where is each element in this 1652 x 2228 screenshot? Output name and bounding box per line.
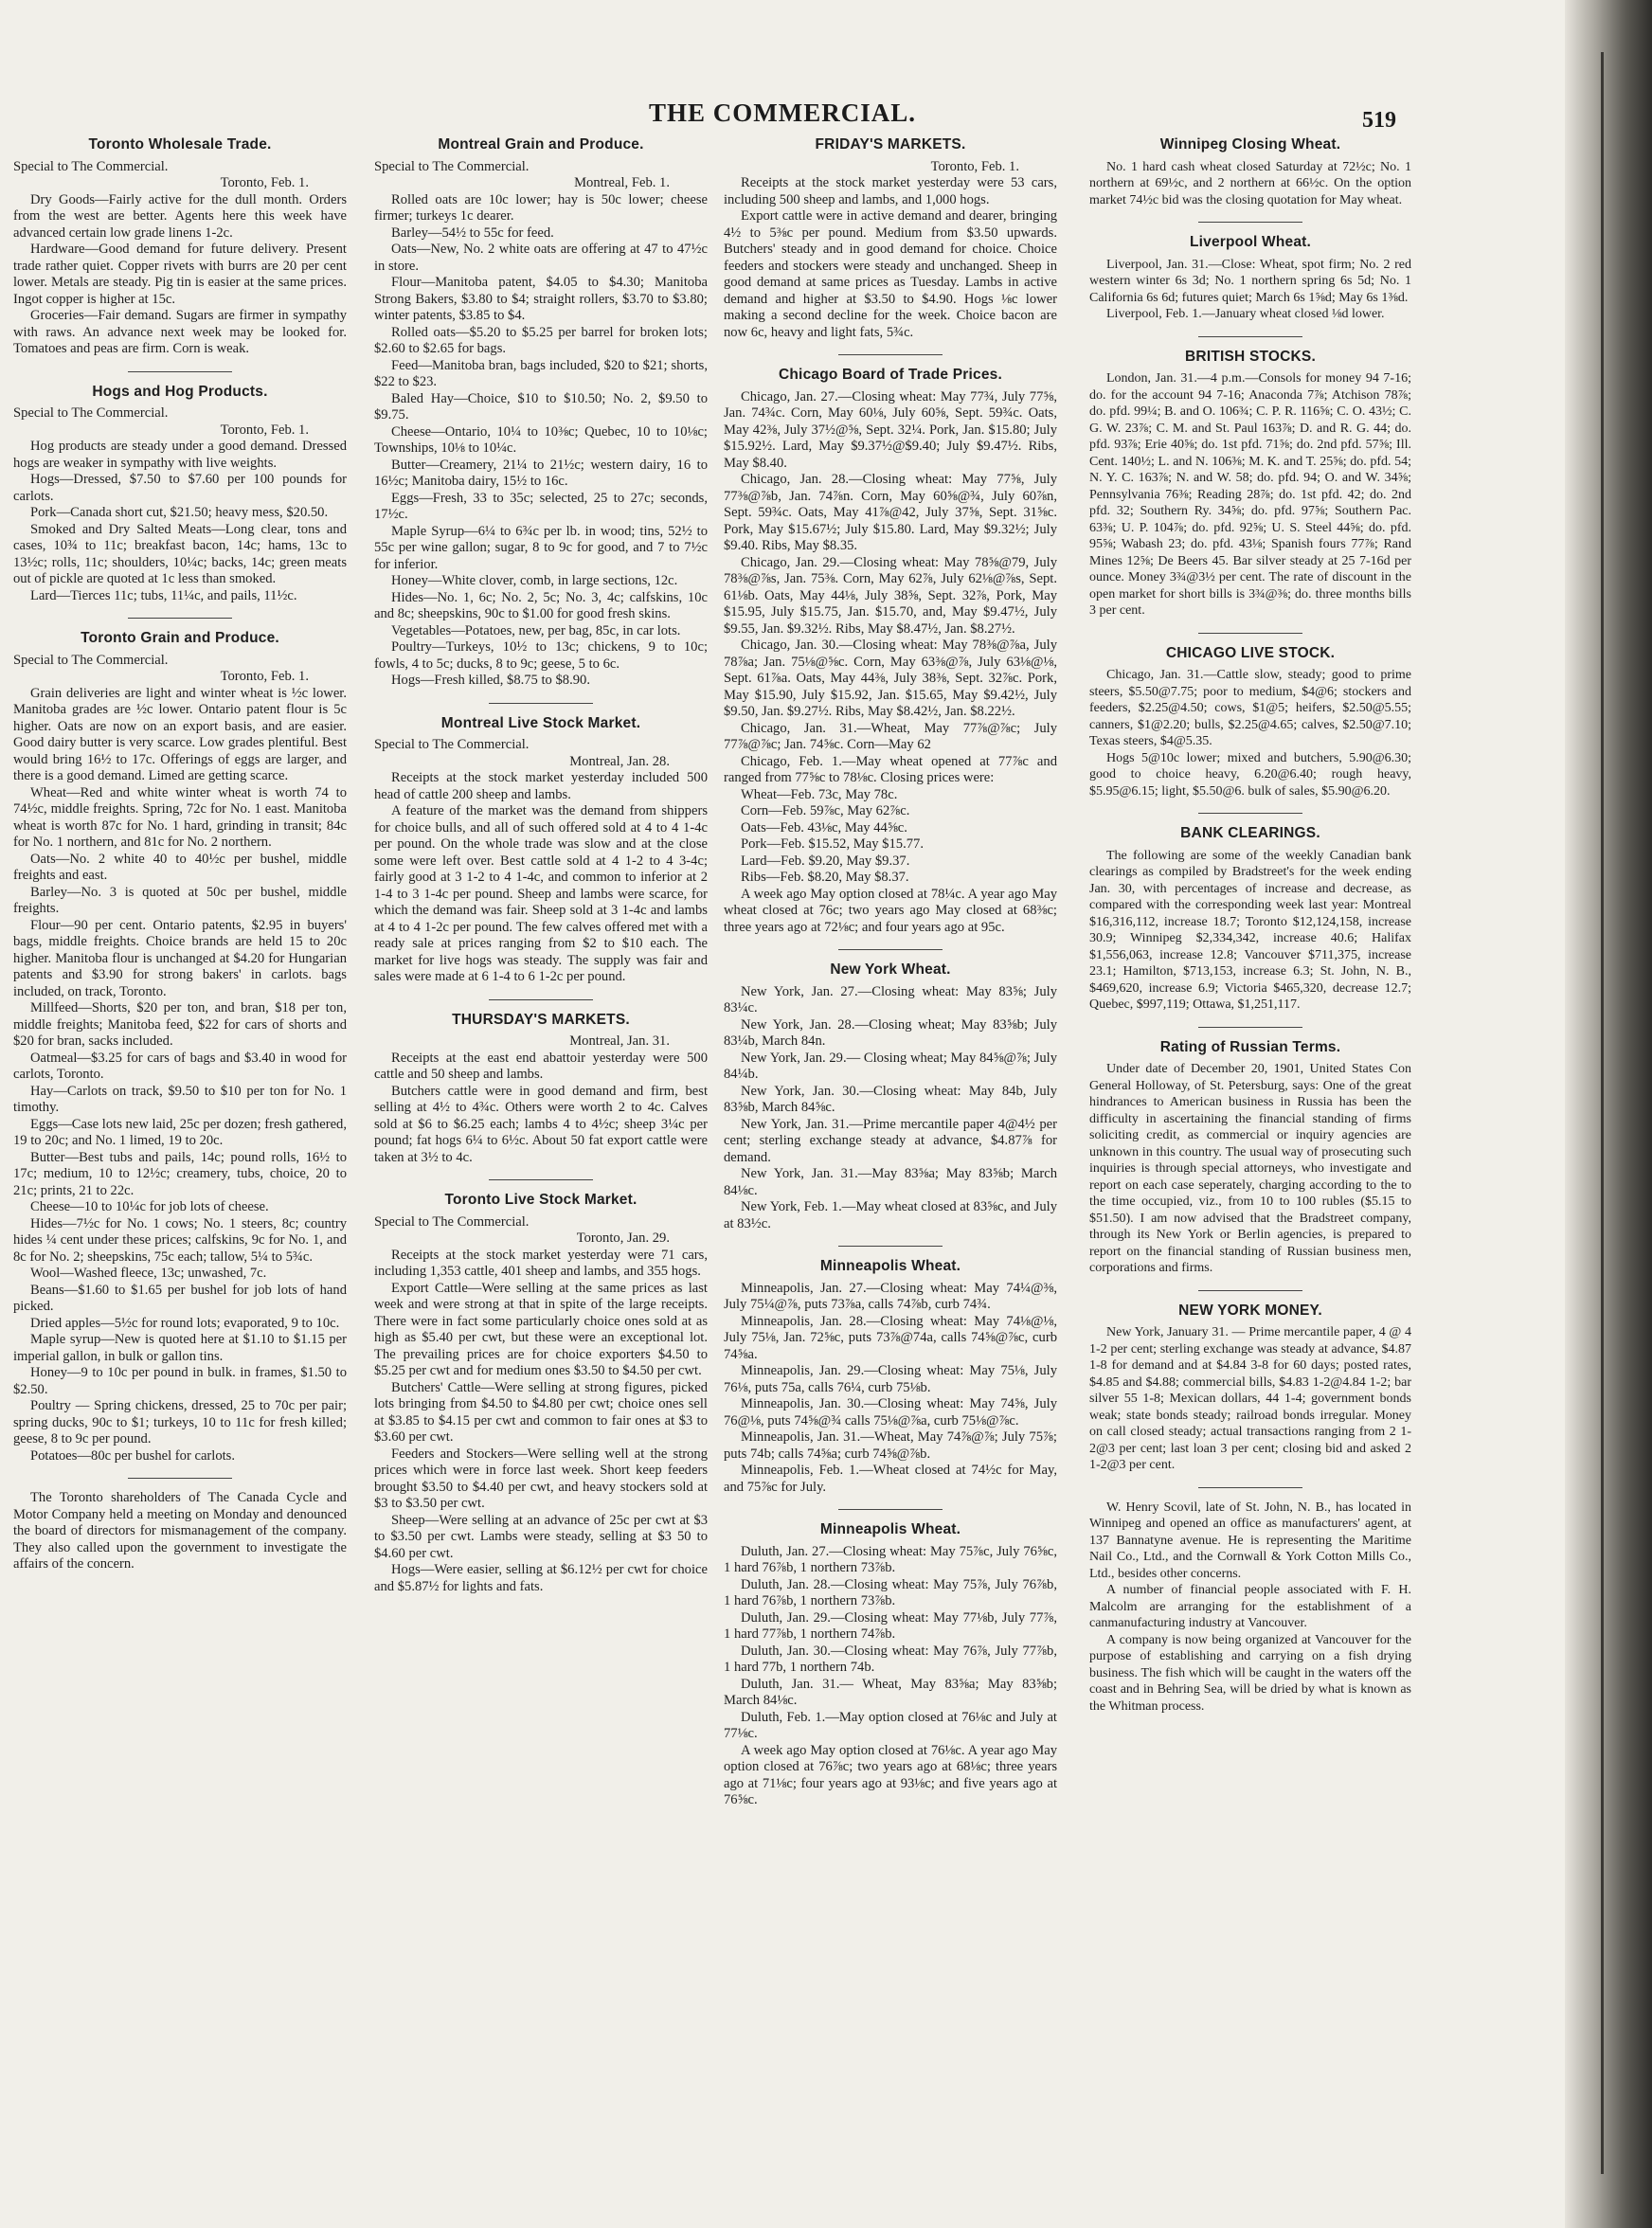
article-paragraph: Hay—Carlots on track, $9.50 to $10 per ton for No. 1 timothy. — [13, 1083, 347, 1115]
article-paragraph: Chicago, Jan. 31.—Wheat, May 77⅞@⅞c; July 77⅞@⅞c; Jan. 74⅝c. Corn—May 62 — [724, 720, 1057, 752]
article-heading: Rating of Russian Terms. — [1159, 1038, 1341, 1055]
article-paragraph: Baled Hay—Choice, $10 to $10.50; No. 2, $9.50 to $9.75. — [374, 390, 708, 422]
article-paragraph: Smoked and Dry Salted Meats—Long clear, tons and cases, 10¾ to 11c; breakfast bacon, 14c; hams, 13c to 13½c; rolls, 11c; shoulders, 10¼c; backs, 14c; green meats out of pickle are quoted at 1c less than smoked. — [13, 521, 347, 586]
article-heading: Toronto Wholesale Trade. — [88, 136, 272, 153]
article-paragraph: Chicago, Feb. 1.—May wheat opened at 77⅞c and ranged from 77⅝c to 78⅛c. Closing prices were: — [724, 753, 1057, 785]
article-byline: Special to The Commercial. — [374, 737, 530, 752]
article-paragraph: New York, Jan. 29.— Closing wheat; May 84⅝@⅞; July 84¼b. — [724, 1050, 1057, 1082]
article — [13, 371, 347, 605]
article-heading: Toronto Live Stock Market. — [444, 1192, 637, 1208]
column-3 — [724, 133, 1057, 1823]
article-paragraph: Duluth, Jan. 30.—Closing wheat: May 76⅞, July 77⅞b, 1 hard 77b, 1 northern 74b. — [724, 1643, 1057, 1675]
article-paragraph: Corn—Feb. 59⅞c, May 62⅞c. — [741, 803, 910, 818]
article-paragraph: New York, Feb. 1.—May wheat closed at 83⅝c, and July at 83½c. — [724, 1199, 1057, 1231]
column-rule — [838, 1509, 943, 1510]
article — [724, 1246, 1057, 1496]
article-paragraph: The following are some of the weekly Canadian bank clearings as compiled by Bradstreet's for the week ending Jan. 30, with percentages of increase and decrease, as compared with the corresponding week last year: Montreal $16,316,112, increase 18.7; Toronto $12,124,158, increase 30.9; Winnipeg $2,334,342, increase 40.6; Halifax $1,556,063, increase 12.8; Vancouver $711,375, increase 23.1; Hamilton, $713,153, increase 6.3; St. John, N. B., $469,620, increase 6.9; Victoria $465,320, decrease 12.7; Quebec, $997,119; Ottawa, $1,251,117. — [1089, 848, 1411, 1012]
article-paragraph: Hides—7½c for No. 1 cows; No. 1 steers, 8c; country hides ¼ cent under these prices; calfskins, 9c for No. 1, and 8c for No. 2; sheepskins, 75c each; tallow, 5¼ to 5¾c. — [13, 1215, 347, 1265]
article-paragraph: Minneapolis, Jan. 27.—Closing wheat: May 74¼@⅜, July 75¼@⅞, puts 73⅞a, calls 74⅞b, curb 74¾. — [724, 1280, 1057, 1312]
article-paragraph: Receipts at the east end abattoir yesterday were 500 cattle and 50 sheep and lambs. — [374, 1050, 708, 1082]
article-paragraph: Cheese—Ontario, 10¼ to 10⅜c; Quebec, 10 to 10⅛c; Townships, 10⅛ to 10¼c. — [374, 423, 708, 456]
article-paragraph: Export Cattle—Were selling at the same prices as last week and were strong at that in spite of the large receipts. There were in fact some particularly choice ones sold at as high as $5.40 per cwt, but these were an exceptional lot. The prevailing prices are for choice exporters $4.50 to $5.25 per cwt and for medium ones $3.50 to $4.50 per cwt. — [374, 1280, 708, 1378]
article-paragraph: Duluth, Jan. 31.— Wheat, May 83⅝a; May 83⅝b; March 84⅛c. — [724, 1676, 1057, 1708]
article — [1089, 1027, 1411, 1277]
article-paragraph: Liverpool, Feb. 1.—January wheat closed ⅛d lower. — [1106, 307, 1385, 321]
article-heading: Minneapolis Wheat. — [819, 1521, 961, 1537]
article-paragraph: Dried apples—5½c for round lots; evaporated, 9 to 10c. — [30, 1315, 340, 1331]
binding-line — [1601, 52, 1604, 2174]
article-paragraph: Hogs—Were easier, selling at $6.12½ per cwt for choice and $5.87½ for lights and fats. — [374, 1562, 708, 1594]
article-paragraph: Butchers' Cattle—Were selling at strong figures, picked lots bringing from $4.50 to $4.80 per cwt; choice ones sell at $3.85 to $4.15 per cwt and common to fair ones at $3 to $3.60 per cwt. — [374, 1379, 708, 1445]
article-dateline: Montreal, Jan. 28. — [569, 753, 670, 769]
article-paragraph: Oats—Feb. 43⅛c, May 44⅝c. — [741, 819, 907, 836]
article-heading: Minneapolis Wheat. — [819, 1258, 961, 1274]
column-rule — [1198, 1027, 1302, 1028]
article-heading: THURSDAY'S MARKETS. — [452, 1011, 630, 1028]
article-paragraph: Lard—Tierces 11c; tubs, 11¼c, and pails, 11½c. — [30, 587, 297, 603]
article-heading: CHICAGO LIVE STOCK. — [1165, 644, 1336, 661]
article-paragraph: Potatoes—80c per bushel for carlots. — [30, 1447, 236, 1464]
article-paragraph: London, Jan. 31.—4 p.m.—Consols for money 94 7-16; do. for the account 94 7-16; Anaconda 7⅞; Atchison 78⅞; do. pfd. 99¼; B. and O. 106¾; C. P. R. 116⅝; C. O. 43½; C. G. W. 23⅞; C. M. and St. Paul 163⅞; D. and R. G. 44; do. pfd. 93⅞; Erie 40⅝; do. 1st pfd. 71⅝; do. 2nd pfd. 57⅝; Ill. Cent. 140½; L. and N. 106⅜; M. K. and T. 25⅝; do. pfd. 54; N. Y. C. 163⅞; N. and W. 58; do. pfd. 94; O. and W. 34⅝; Pennsylvania 76⅜; Reading 28⅞; do. 1st pfd. 42; do. 2nd pfd. 32; Southern Ry. 34⅝; do. pfd. 97⅝; Southern Pac. 63⅜; U. P. 104⅞; do. pfd. 92⅝; U. S. Steel 44⅝; do. pfd. 95⅝; Wabash 23; do. pfd. 43⅛; Spanish fours 77⅞; Rand Mines 12⅝; De Beers 45. Bar silver steady at 25 7-16d per ounce. Money 3¾@3½ per cent. The rate of discount in the open market for short bills is 3¾@⅜; do. three months bills 3 per cent. — [1089, 371, 1411, 618]
article-paragraph: Hides—No. 1, 6c; No. 2, 5c; No. 3, 4c; calfskins, 10c and 8c; sheepskins, 90c to $1.00 for good fresh skins. — [374, 589, 708, 621]
article-paragraph: Minneapolis, Jan. 31.—Wheat, May 74⅞@⅞; July 75⅞; puts 74b; calls 74⅝a; curb 74⅝@⅞b. — [724, 1429, 1057, 1462]
article — [13, 136, 347, 358]
article-paragraph: Hogs—Fresh killed, $8.75 to $8.90. — [391, 673, 590, 688]
article-paragraph: New York, Jan. 31.—May 83⅝a; May 83⅝b; March 84⅛c. — [724, 1166, 1057, 1198]
article-heading: Montreal Grain and Produce. — [438, 136, 644, 153]
article-paragraph: Receipts at the stock market yesterday were 53 cars, including 500 sheep and lambs, and 1,000 hogs. — [724, 175, 1057, 207]
article-paragraph: Barley—No. 3 is quoted at 50c per bushel, middle freights. — [13, 884, 347, 916]
article — [1089, 1290, 1411, 1474]
article-paragraph: W. Henry Scovil, late of St. John, N. B., has located in Winnipeg and opened an office as manufacturers' agent, at 137 Bannatyne avenue. He is representing the Maritime Nail Co., Ltd., and the Cornwall & York Cotton Mills Co., Ltd., besides other concerns. — [1089, 1500, 1411, 1581]
article-paragraph: Hardware—Good demand for future delivery. Present trade rather quiet. Copper rivets with burrs are 20 per cent lower. Metals are steady. Pig tin is easier at the same prices. Ingot copper is higher at 15c. — [13, 242, 347, 307]
article-paragraph: Ribs—Feb. $8.20, May $8.37. — [741, 870, 909, 885]
page-binding-edge — [1565, 0, 1652, 2228]
article-heading: Chicago Board of Trade Prices. — [779, 367, 1002, 383]
article-paragraph: A company is now being organized at Vancouver for the purpose of establishing and carrying on a fish drying business. The fish which will be caught in the waters off the coast and in Behring Sea, will be dried by what is known as the Whitman process. — [1089, 1632, 1411, 1714]
article-dateline: Toronto, Feb. 1. — [220, 669, 309, 684]
article-paragraph: Rolled oats—$5.20 to $5.25 per barrel for broken lots; $2.60 to $2.65 for bags. — [374, 324, 708, 356]
article-paragraph: Feeders and Stockers—Were selling well at the strong prices which were in force last week. Short keep feeders brought $3.50 to $4.40 per cwt, and heavy stockers sold at $3 to $3.50 per cwt. — [374, 1446, 708, 1511]
article-paragraph: Oats—No. 2 white 40 to 40½c per bushel, middle freights and east. — [13, 851, 347, 883]
article-paragraph: Eggs—Case lots new laid, 25c per dozen; fresh gathered, 19 to 20c; and No. 1 limed, 19 to 20c. — [13, 1116, 347, 1148]
article-paragraph: Sheep—Were selling at an advance of 25c per cwt at $3 to $3.50 per cwt. Lambs were steady, selling at $3 50 to $4.60 per cwt. — [374, 1512, 708, 1561]
article-paragraph: Wheat—Red and white winter wheat is worth 74 to 74½c, middle freights. Spring, 72c for No. 1 east. Manitoba wheat is worth 87c for No. 1 hard, grinding in transit; 84c for No. 1 northern, and 81c for No. 2 northern. — [13, 784, 347, 850]
column-rule — [838, 1246, 943, 1247]
column-2 — [374, 133, 708, 1608]
article-paragraph: Maple Syrup—6¼ to 6¾c per lb. in wood; tins, 52½ to 55c per wine gallon; sugar, 8 to 9c for good, and 7 to 7½c for inferior. — [374, 523, 708, 572]
column-rule — [128, 1478, 232, 1479]
column-rule — [838, 949, 943, 950]
article-heading: Montreal Live Stock Market. — [440, 714, 641, 731]
article-heading: New York Wheat. — [830, 961, 951, 978]
article-paragraph: Feed—Manitoba bran, bags included, $20 to $21; shorts, $22 to $23. — [374, 357, 708, 389]
article — [1089, 813, 1411, 1014]
article — [374, 136, 708, 690]
article-paragraph: Chicago, Jan. 27.—Closing wheat: May 77¾, July 77⅝, Jan. 74¾c. Corn, May 60⅛, July 60⅝, Sept. 59¾c. Oats, May 42⅜, July 37½@⅝, Sept. 32¼. Pork, Jan. $15.80; July $15.92½. Lard, May $9.37½@$9.40; July $9.47½. Ribs, May $8.40. — [724, 388, 1057, 471]
article-paragraph: Butter—Creamery, 21¼ to 21½c; western dairy, 16 to 16½c; Manitoba dairy, 15½ to 16c. — [374, 457, 708, 489]
article-paragraph: New York, January 31. — Prime mercantile paper, 4 @ 4 1-2 per cent; sterling exchange was steady at advance, $4.87 1-8 for demand and at $4.84 3-8 for 60 days; posted rates, $4.85 and $4.88; commercial bills, $4.83 1-2@4.84 1-2; bar silver 55 1-8; Mexican dollars, 44 1-4; government bonds weak; state bonds steady; railroad bonds irregular. Money on call closed steady; actual transactions ranging from 2 1-2@3 per cent; last loan 3 per cent; closing bid and asked 2 1-2@3 per cent. — [1089, 1325, 1411, 1472]
article-paragraph: Beans—$1.60 to $1.65 per bushel for job lots of hand picked. — [13, 1282, 347, 1314]
article-paragraph: Minneapolis, Jan. 30.—Closing wheat: May 74⅝, July 76@⅛, puts 74⅝@¾ calls 75⅛@⅞a, curb 75⅛@⅞c. — [724, 1396, 1057, 1428]
article-paragraph: Wool—Washed fleece, 13c; unwashed, 7c. — [30, 1266, 267, 1281]
column-rule — [1198, 633, 1302, 634]
article-paragraph: Lard—Feb. $9.20, May $9.37. — [741, 853, 910, 869]
article-paragraph: Chicago, Jan. 28.—Closing wheat: May 77⅝, July 77⅜@⅞b, Jan. 74⅞n. Corn, May 60⅝@¾, July 60⅞n, Sept. 59¾c. Oats, May 41⅞@42, July 37⅝, Sept. 31⅝c. Pork, May $15.67½; July $15.80. Lard, May $9.32½; July $9.40. Ribs, May $8.35. — [724, 472, 1057, 553]
article-paragraph: Hog products are steady under a good demand. Dressed hogs are weaker in sympathy with live weights. — [13, 439, 347, 471]
article-paragraph: Under date of December 20, 1901, United States Con General Holloway, of St. Petersburg, says: One of the great hindrances to American business in Russia has been the difficulty in ascertaining the financial standing of firms soliciting credit, as commercial or inquiry agencies are unknown in this country. The usual way of prosecuting such inquiries is through special attorneys, who investigate and report on each case seperately, charging according to the to the time occupied, viz., from 10 to 100 rubles ($5.15 to $51.50). I am now advised that the Bradstreet company, through its New York or Berlin agencies, is prepared to report on the financial standing of Russian business men, corporations and firms. — [1089, 1062, 1411, 1275]
article — [374, 1179, 708, 1595]
article-heading: Toronto Grain and Produce. — [81, 630, 279, 646]
article-paragraph: No. 1 hard cash wheat closed Saturday at 72½c; No. 1 northern at 69½c, and 2 northern at 66½c. On the option market 74½c bid was the closing quotation for May wheat. — [1089, 159, 1411, 207]
article-paragraph: Butter—Best tubs and pails, 14c; pound rolls, 16½ to 17c; medium, 10 to 12½c; creamery, tubs, choice, 20 to 21c; prints, 21 to 22c. — [13, 1149, 347, 1198]
column-rule — [489, 999, 593, 1000]
masthead: THE COMMERCIAL. — [648, 99, 916, 127]
article — [1089, 136, 1411, 208]
article-paragraph: Dry Goods—Fairly active for the dull month. Orders from the west are better. Agents here this week have advanced certain low grade linens 1-2c. — [13, 191, 347, 241]
article-heading: BRITISH STOCKS. — [1185, 348, 1316, 365]
article-paragraph: Liverpool, Jan. 31.—Close: Wheat, spot firm; No. 2 red western winter 6s 3d; No. 1 northern spring 6s 5d; No. 1 California 6s 6d; futures quiet; March 6s 1⅝d; May 6s 1⅜d. — [1089, 257, 1411, 305]
article-heading: Winnipeg Closing Wheat. — [1159, 136, 1341, 153]
column-4 — [1089, 133, 1411, 1728]
column-rule — [489, 703, 593, 704]
article-paragraph: New York, Jan. 31.—Prime mercantile paper 4@4½ per cent; sterling exchange steady at advance, $4.87⅞ for demand. — [724, 1116, 1057, 1165]
article-paragraph: Pork—Canada short cut, $21.50; heavy mess, $20.50. — [30, 505, 329, 520]
article-byline: Special to The Commercial. — [374, 1213, 530, 1230]
article-paragraph: Groceries—Fair demand. Sugars are firmer in sympathy with raws. An advance next week may be looked for. Tomatoes and peas are firm. Corn is weak. — [13, 308, 347, 356]
article-paragraph: Receipts at the stock market yesterday included 500 head of cattle 200 sheep and lambs. — [374, 770, 708, 802]
column-rule — [1198, 222, 1302, 223]
article-paragraph: Export cattle were in active demand and dearer, bringing 4½ to 5⅜c per pound. Medium from $3.50 upwards. Butchers' steady and in good demand for choice. Choice feeders and stockers were steady and unchanged. Sheep in good demand at same prices as Tuesday. Lambs in active demand and higher at $3.50 to $4.90. Hogs ⅛c lower making a second decline for the week. Choice bacon are now 6c, heavy and light fats, 5¾c. — [724, 208, 1057, 340]
article-dateline: Toronto, Jan. 29. — [576, 1231, 670, 1246]
article-paragraph: Minneapolis, Jan. 28.—Closing wheat: May 74⅛@⅛, July 75⅛, Jan. 72⅝c, puts 73⅞@74a, calls 74⅝@⅞c, curb 74⅝a. — [724, 1313, 1057, 1362]
article-paragraph: A number of financial people associated with F. H. Malcolm are arranging for the establishment of a canmanufacturing industry at Vancouver. — [1089, 1583, 1411, 1630]
article-paragraph: Barley—54½ to 55c for feed. — [391, 225, 554, 241]
article — [1089, 633, 1411, 800]
article-paragraph: Duluth, Jan. 28.—Closing wheat: May 75⅞, July 76⅞b, 1 hard 76⅞b, 1 northern 73⅞b. — [724, 1576, 1057, 1608]
article-paragraph: Duluth, Jan. 27.—Closing wheat: May 75⅞c, July 76⅝c, 1 hard 76⅞b, 1 northern 73⅞b. — [724, 1543, 1057, 1575]
article-paragraph: Pork—Feb. $15.52, May $15.77. — [741, 836, 924, 852]
column-1 — [13, 133, 347, 1587]
article-paragraph: Poultry—Turkeys, 10½ to 13c; chickens, 9 to 10c; fowls, 4 to 5c; ducks, 8 to 9c; geese, 5 to 6c. — [374, 639, 708, 672]
article-heading: Hogs and Hog Products. — [92, 383, 268, 400]
article-heading: FRIDAY'S MARKETS. — [815, 136, 966, 153]
article-paragraph: Poultry — Spring chickens, dressed, 25 to 70c per pair; spring ducks, 90c to $1; turkeys, 10 to 11c for fresh killed; geese, 8 to 9c per pound. — [13, 1398, 347, 1446]
article-heading: BANK CLEARINGS. — [1180, 825, 1320, 841]
article-paragraph: Honey—White clover, comb, in large sections, 12c. — [391, 573, 678, 588]
article-byline: Special to The Commercial. — [13, 652, 169, 668]
article — [724, 949, 1057, 1232]
article-paragraph: Duluth, Feb. 1.—May option closed at 76⅛c and July at 77⅛c. — [724, 1709, 1057, 1741]
article-paragraph: Chicago, Jan. 29.—Closing wheat: May 78⅝@79, July 78⅜@⅞s, Jan. 75⅜. Corn, May 62⅞, July 62⅛@⅞s, Sept. 61⅛b. Oats, May 44⅛, July 38⅝, Sept. 32⅞, Pork, May $15.95, July $15.75, Jan. $15.70, and, May $9.47½, July $9.55, Jan. $9.32½. Ribs, May $8.47½, Jan. $8.27½. — [724, 554, 1057, 637]
article-paragraph: Hogs—Dressed, $7.50 to $7.60 per 100 pounds for carlots. — [13, 472, 347, 504]
article — [1089, 336, 1411, 620]
article-paragraph: Flour—90 per cent. Ontario patents, $2.95 in buyers' bags, middle freights. Choice brands are held 15 to 20c higher. Manitoba flour is unchanged at $4.20 for Hungarian patents and $3.90 for strong bakers' in carlots. bags included, on track, Toronto. — [13, 917, 347, 999]
article-dateline: Toronto, Feb. 1. — [220, 422, 309, 438]
article-paragraph: A week ago May option closed at 76⅛c. A year ago May option closed at 76⅞c; two years ago at 68⅛c; three years ago at 71⅛c; four years ago at 93⅛c; and five years ago at 76⅝c. — [724, 1742, 1057, 1807]
article-byline: Special to The Commercial. — [13, 158, 169, 174]
article — [374, 999, 708, 1167]
article-paragraph: Wheat—Feb. 73c, May 78c. — [741, 786, 898, 802]
article-paragraph: Flour—Manitoba patent, $4.05 to $4.30; Manitoba Strong Bakers, $3.80 to $4; straight rollers, $3.70 to $3.80; winter patents, $3.85 to $4. — [374, 275, 708, 323]
article-paragraph: Hogs 5@10c lower; mixed and butchers, 5.90@6.30; good to choice heavy, 6.20@6.40; rough heavy, $5.95@6.15; light, $5.50@6. bulk of sales, $5.90@6.20. — [1089, 750, 1411, 799]
article-dateline: Toronto, Feb. 1. — [220, 175, 309, 190]
article-paragraph: Vegetables—Potatoes, new, per bag, 85c, in car lots. — [391, 622, 681, 638]
article-byline: Special to The Commercial. — [13, 405, 169, 421]
column-rule — [489, 1179, 593, 1180]
article — [724, 1509, 1057, 1809]
article-paragraph: The Toronto shareholders of The Canada Cycle and Motor Company held a meeting on Monday and denounced the board of directors for mismanagement of the company. They also called upon the government to investigate the affairs of the concern. — [13, 1490, 347, 1572]
article-paragraph: Grain deliveries are light and winter wheat is ½c lower. Manitoba grades are ½c lower. Ontario patent flour is 5c higher. Oats are now on an export basis, and are easier. Good dairy butter is very scarce. Low grades plentiful. Best would bring 16½ to 17c. Offerings of eggs are larger, and there is a good demand. Limed are getting scarce. — [13, 685, 347, 783]
article-paragraph: Receipts at the stock market yesterday were 71 cars, including 1,353 cattle, 401 sheep and lambs, and 355 hogs. — [374, 1247, 708, 1279]
article-dateline: Montreal, Feb. 1. — [574, 175, 670, 190]
article-heading: Liverpool Wheat. — [1189, 234, 1312, 250]
article — [13, 1478, 347, 1573]
page-number: 519 — [1362, 108, 1396, 133]
article-paragraph: Minneapolis, Feb. 1.—Wheat closed at 74½c for May, and 75⅞c for July. — [724, 1463, 1057, 1495]
article-paragraph: Chicago, Jan. 30.—Closing wheat: May 78⅜@⅞a, July 78⅞a; Jan. 75⅛@⅝c. Corn, May 63⅜@⅞, July 63⅛@⅛, Sept. 61⅞a. Oats, May 44⅜, July 38⅜, Sept. 32⅞c. Pork, May $15.90, July $15.92, Jan. $15.65, May $9.42½, July $9.50, Jan. $9.27½. Ribs, May $8.42½, Jan. $8.22½. — [724, 638, 1057, 719]
article-paragraph: New York, Jan. 27.—Closing wheat: May 83⅝; July 83¼c. — [724, 983, 1057, 1015]
article-paragraph: Oatmeal—$3.25 for cars of bags and $3.40 in wood for carlots, Toronto. — [13, 1050, 347, 1082]
article — [374, 703, 708, 986]
column-rule — [1198, 1290, 1302, 1291]
article-byline: Special to The Commercial. — [374, 158, 530, 174]
article-paragraph: A week ago May option closed at 78¼c. A year ago May wheat closed at 76c; two years ago May closed at 68⅜c; three years ago at 72⅛c; and four years ago at 95c. — [724, 886, 1057, 935]
article-paragraph: Maple syrup—New is quoted here at $1.10 to $1.15 per imperial gallon, in bulk or gallon tins. — [13, 1332, 347, 1364]
article-dateline: Toronto, Feb. 1. — [930, 158, 1019, 174]
article-paragraph: Butchers cattle were in good demand and firm, best selling at 4½ to 4¾c. Others were worth 2 to 4c. Calves sold at $6 to $6.25 each; lambs 4 to 4½c; sheep 3¼c per pound; fat hogs 6¼ to 6½c. About 50 fat export cattle were taken at 3½ to 4c. — [374, 1083, 708, 1165]
article-paragraph: A feature of the market was the demand from shippers for choice bulls, and all of such offered sold at 4 to 4 1-4c per pound. On the whole trade was slow and at the close some were left over. Best cattle sold at 4 1-2 to 4 3-4c; fairly good at 3 1-2 to 4 1-4c, and common to inferior at 2 1-4 to 3 1-4c per pound. Sheep and lambs were scarce, for which the demand was fair. Sheep sold at 3 1-4c and lambs at 4 to 4 1-2c per pound. The few calves offered met with a ready sale at prices ranging from $2 to $10 each. The market for live hogs was steady. The supply was fair and sales were made at 6 1-4 to 6 1-2c per pound. — [374, 803, 708, 984]
column-rule — [128, 618, 232, 619]
article — [724, 354, 1057, 936]
column-rule — [838, 354, 943, 355]
article-paragraph: Cheese—10 to 10¼c for job lots of cheese. — [30, 1199, 269, 1214]
column-rule — [1198, 1487, 1302, 1488]
article-heading: NEW YORK MONEY. — [1178, 1302, 1322, 1319]
article-paragraph: Chicago, Jan. 31.—Cattle slow, steady; good to prime steers, $5.50@7.75; poor to medium, $4@6; stockers and feeders, $2.25@4.50; cows, $1@5; heifers, $2.50@5.55; canners, $1@2.20; bulls, $2.25@4.65; calves, $2.50@7.10; Texas steers, $4@5.35. — [1089, 668, 1411, 748]
column-rule — [1198, 336, 1302, 337]
column-rule — [1198, 813, 1302, 814]
article-paragraph: Duluth, Jan. 29.—Closing wheat: May 77⅛b, July 77⅞, 1 hard 77⅞b, 1 northern 74⅞b. — [724, 1609, 1057, 1642]
article-paragraph: Minneapolis, Jan. 29.—Closing wheat: May 75⅛, July 76⅛, puts 75a, calls 76¼, curb 75⅛b. — [724, 1363, 1057, 1395]
article-paragraph: Oats—New, No. 2 white oats are offering at 47 to 47½c in store. — [374, 242, 708, 274]
article-paragraph: Millfeed—Shorts, $20 per ton, and bran, $18 per ton, middle freights; Manitoba feed, $22 for cars of shorts and $20 for bran, sacks included. — [13, 1000, 347, 1049]
article-paragraph: Rolled oats are 10c lower; hay is 50c lower; cheese firmer; turkeys 1c dearer. — [374, 191, 708, 224]
article-paragraph: New York, Jan. 30.—Closing wheat: May 84b, July 83⅝b, March 84⅝c. — [724, 1083, 1057, 1115]
article — [724, 136, 1057, 341]
article — [1089, 222, 1411, 323]
article — [13, 618, 347, 1464]
article — [1089, 1487, 1411, 1716]
article-paragraph: Eggs—Fresh, 33 to 35c; selected, 25 to 27c; seconds, 17½c. — [374, 490, 708, 522]
article-dateline: Montreal, Jan. 31. — [569, 1033, 670, 1049]
article-paragraph: New York, Jan. 28.—Closing wheat; May 83⅝b; July 83¼b, March 84n. — [724, 1016, 1057, 1049]
column-rule — [128, 371, 232, 372]
article-paragraph: Honey—9 to 10c per pound in bulk. in frames, $1.50 to $2.50. — [13, 1365, 347, 1397]
